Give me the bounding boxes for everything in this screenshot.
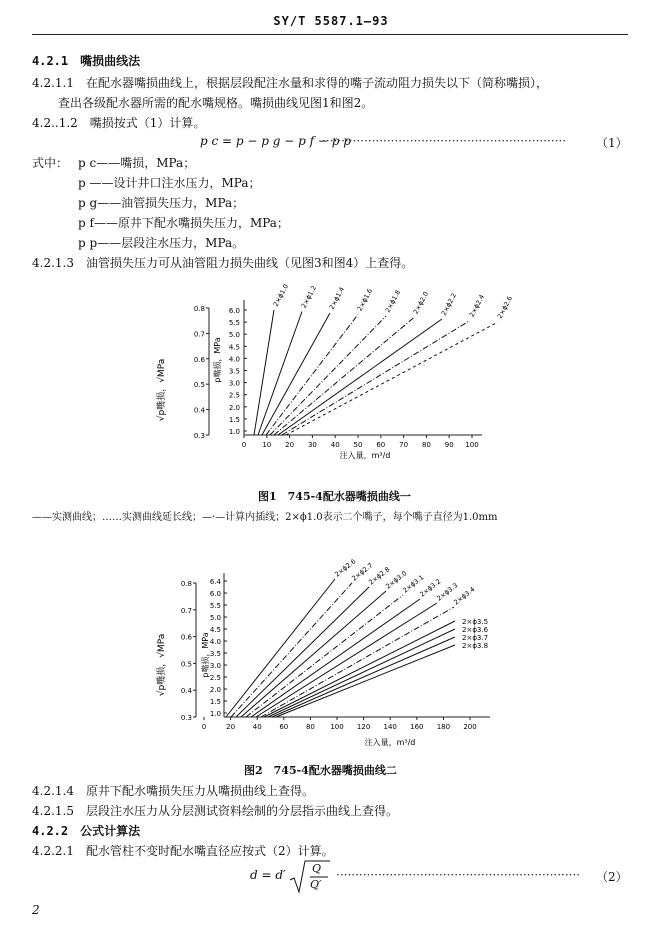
fig1-y-inner-tick-label: 5.0 <box>228 331 240 340</box>
fig2-curve <box>251 599 420 717</box>
fig2-curve-label: 2×ϕ3.0 <box>384 569 409 591</box>
figure-1-chart <box>150 280 515 465</box>
fig1-xlabel: 注入量，m³/d <box>339 451 391 460</box>
fig2-y-outer-tick-label: 0.8 <box>180 580 192 588</box>
fig1-y-inner-tick-label: 3.0 <box>228 379 240 388</box>
fig2-curve-label: 2×ϕ3.1 <box>401 573 426 595</box>
fig1-curve-label: 2×ϕ2.6 <box>495 294 515 320</box>
def-pp: p p——层段注水压力，MPa。 <box>78 236 245 250</box>
fig2-curve-label: 2×ϕ3.2 <box>418 577 443 599</box>
figure-2-caption: 图2 745-4配水器嘴损曲线二 <box>244 764 397 777</box>
fig1-x-tick-label: 20 <box>285 441 295 449</box>
fig1-ylabel-inner: p嘴损，MPa <box>213 337 222 383</box>
fig2-xlabel: 注入量，m³/d <box>364 738 416 747</box>
fig1-x-tick-label: 0 <box>241 441 247 449</box>
def-pf: p f——原井下配水嘴损失压力，MPa； <box>78 216 289 230</box>
para-4-2-1-3: 4.2.1.3 油管损失压力可从油管阻力损失曲线（见图3和图4）上查得。 <box>32 256 414 270</box>
fig1-curve-label: 2×ϕ1.2 <box>299 284 319 310</box>
fig2-x-tick-label: 0 <box>201 723 207 731</box>
fig1-curve-label: 2×ϕ2.2 <box>439 291 459 317</box>
fig2-y-inner-tick-label: 5.5 <box>209 602 221 610</box>
fig2-y-inner-tick-label: 5.0 <box>209 614 221 622</box>
fig1-y-inner-tick-label: 4.5 <box>228 343 240 352</box>
fig2-curve <box>241 591 386 717</box>
fig1-curve-label: 2×ϕ1.6 <box>355 287 375 313</box>
fig1-curve <box>278 319 442 435</box>
fig1-x-tick-label: 70 <box>399 441 409 449</box>
equation-2-denominator: Q′ <box>310 878 322 891</box>
fig2-y-inner-tick-label: 6.0 <box>209 590 221 598</box>
fig1-x-tick-label: 60 <box>376 441 386 449</box>
fig2-curve <box>261 607 454 717</box>
fig2-x-tick-label: 180 <box>436 723 451 731</box>
fig2-y-outer-tick-label: 0.6 <box>180 633 192 642</box>
equation-1: p c = p − p g − p f − p p <box>200 134 351 148</box>
fig2-y-inner-tick-label: 6.4 <box>209 578 221 586</box>
equation-2-numerator: Q <box>312 862 322 875</box>
fig1-y-inner-tick-label: 3.5 <box>228 367 240 376</box>
fig1-y-outer-tick-label: 0.5 <box>193 381 205 390</box>
fig2-x-tick-label: 160 <box>410 723 424 731</box>
para-4-2-1-4: 4.2.1.4 原井下配水嘴损失压力从嘴损曲线上查得。 <box>32 784 314 798</box>
fig2-x-tick-label: 120 <box>356 723 371 731</box>
fig1-curve <box>282 321 470 436</box>
def-pc: p c——嘴损，MPa； <box>78 156 196 170</box>
fig2-curve-label: 2×ϕ3.6 <box>462 626 489 634</box>
fig2-curve-label: 2×ϕ2.6 <box>333 557 358 579</box>
fig2-ylabel-outer: √p嘴损，√MPa <box>157 633 167 697</box>
fig1-y-inner-tick-label: 6.0 <box>228 307 240 315</box>
page-header: SY/T 5587.1—93 <box>273 14 389 28</box>
fig2-curve <box>256 603 437 717</box>
fig2-curve-label: 2×ϕ3.8 <box>462 642 489 650</box>
fig2-y-inner-tick-label: 2.0 <box>209 686 221 694</box>
fig1-y-inner-tick-label: 1.0 <box>228 428 240 436</box>
fig1-curve-label: 2×ϕ2.4 <box>467 293 487 319</box>
para-4-2-1-5: 4.2.1.5 层段注水压力从分层测试资料绘制的分层指示曲线上查得。 <box>32 804 398 818</box>
fig2-ylabel-inner: p嘴损，MPa <box>201 632 210 678</box>
def-p: p ——设计井口注水压力，MPa； <box>78 176 261 190</box>
equation-1-number: （1） <box>596 136 628 150</box>
fig2-curve-label: 2×ϕ3.3 <box>435 581 460 603</box>
fig1-x-tick-label: 30 <box>307 441 317 449</box>
fig1-y-outer-tick-label: 0.7 <box>193 330 205 339</box>
section-4-2-2-title: 4.2.2 公式计算法 <box>32 824 141 838</box>
fig1-curve-label: 2×ϕ1.4 <box>327 285 347 311</box>
def-pg: p g——油管损失压力，MPa； <box>78 196 245 210</box>
equation-1-leader: ································································ <box>322 134 567 148</box>
header-rule <box>32 34 628 35</box>
fig2-curve <box>268 629 455 717</box>
para-4-2-2-1: 4.2.2.1 配水管柱不变时配水嘴直径应按式（2）计算。 <box>32 844 334 858</box>
fig2-curve-label: 2×ϕ2.8 <box>367 565 392 587</box>
fig2-x-tick-label: 20 <box>226 723 236 731</box>
fig1-y-inner-tick-label: 4.0 <box>228 355 240 364</box>
fig1-x-tick-label: 10 <box>262 441 272 449</box>
equation-2-leader: ································································ <box>336 868 581 882</box>
fig1-curve-label: 2×ϕ2.0 <box>411 290 431 316</box>
fig2-x-tick-label: 60 <box>279 723 289 731</box>
fig1-x-tick-label: 50 <box>353 441 363 449</box>
equation-2-number: （2） <box>596 870 628 884</box>
figure-1-caption: 图1 745-4配水器嘴损曲线一 <box>258 490 411 503</box>
fig1-y-outer-tick-label: 0.4 <box>193 406 205 415</box>
fig1-y-inner-tick-label: 5.5 <box>228 319 240 328</box>
fig2-y-inner-tick-label: 1.0 <box>209 710 221 718</box>
fig2-y-inner-tick-label: 4.0 <box>209 638 221 646</box>
figure-2-chart <box>150 555 510 750</box>
fig2-y-outer-tick-label: 0.7 <box>180 606 192 615</box>
section-4-2-1-title: 4.2.1 嘴损曲线法 <box>32 54 141 68</box>
fig2-y-inner-tick-label: 3.0 <box>209 662 221 670</box>
fig1-x-tick-label: 90 <box>444 441 454 449</box>
fig2-x-tick-label: 140 <box>383 723 397 731</box>
fig1-x-tick-label: 80 <box>421 441 431 449</box>
fig1-curve-label: 2×ϕ1.0 <box>271 282 291 308</box>
fig2-curve-label: 2×ϕ3.4 <box>452 585 477 607</box>
para-4-2-1-1-line1: 4.2.1.1 在配水器嘴损曲线上，根据层段配注水量和求得的嘴子流动阻力损失以下（简称嘴损）， <box>32 76 548 90</box>
fig2-curve <box>231 583 352 717</box>
fig1-curve <box>286 322 498 435</box>
fig2-curve <box>246 595 403 717</box>
fig1-y-outer-tick-label: 0.8 <box>193 305 205 313</box>
fig2-curve-label: 2×ϕ3.7 <box>462 634 489 642</box>
fig2-y-inner-tick-label: 1.5 <box>209 698 221 706</box>
para-4-2-1-2: 4.2..1.2 嘴损按式（1）计算。 <box>32 116 206 130</box>
fig2-curve-label: 2×ϕ3.5 <box>462 618 489 626</box>
fig2-x-tick-label: 200 <box>463 723 477 731</box>
fig2-y-outer-tick-label: 0.4 <box>180 687 192 696</box>
fig2-y-outer-tick-label: 0.5 <box>180 660 192 669</box>
fig1-curve <box>270 316 386 435</box>
fig1-x-tick-label: 100 <box>465 441 479 449</box>
fig1-x-tick-label: 40 <box>330 441 340 449</box>
fig1-y-outer-tick-label: 0.3 <box>193 432 205 440</box>
fig2-x-tick-label: 80 <box>305 723 315 731</box>
equation-2-lhs: d = d′ <box>250 868 286 882</box>
fig2-y-inner-tick-label: 2.5 <box>209 674 221 682</box>
fig2-curve-label: 2×ϕ2.7 <box>350 561 375 583</box>
fig2-y-outer-tick-label: 0.3 <box>180 714 192 722</box>
fig1-y-inner-tick-label: 2.0 <box>228 403 240 412</box>
fig1-y-inner-tick-label: 1.5 <box>228 415 240 424</box>
fig2-x-tick-label: 100 <box>330 723 344 731</box>
fig1-curve-label: 2×ϕ1.8 <box>383 288 403 314</box>
para-4-2-1-1-line2: 查出各级配水器所需的配水嘴规格。嘴损曲线见图1和图2。 <box>58 96 374 110</box>
where-label: 式中： <box>32 156 69 170</box>
fig2-x-tick-label: 40 <box>252 723 262 731</box>
fig1-ylabel-outer: √p嘴损，√MPa <box>157 358 167 422</box>
fig1-y-inner-tick-label: 2.5 <box>228 391 240 400</box>
page-number: 2 <box>32 903 40 917</box>
fig1-curve <box>254 310 274 435</box>
fig1-y-outer-tick-label: 0.6 <box>193 355 205 364</box>
fig2-curve <box>264 621 455 717</box>
fig2-y-inner-tick-label: 4.5 <box>209 626 221 634</box>
fig2-y-inner-tick-label: 3.5 <box>209 650 221 658</box>
figure-1-legend: ——实测曲线；……实测曲线延长线；—·—计算内插线；2×ϕ1.0表示二个嘴子，每个嘴子直径为1.0mm <box>32 512 498 523</box>
